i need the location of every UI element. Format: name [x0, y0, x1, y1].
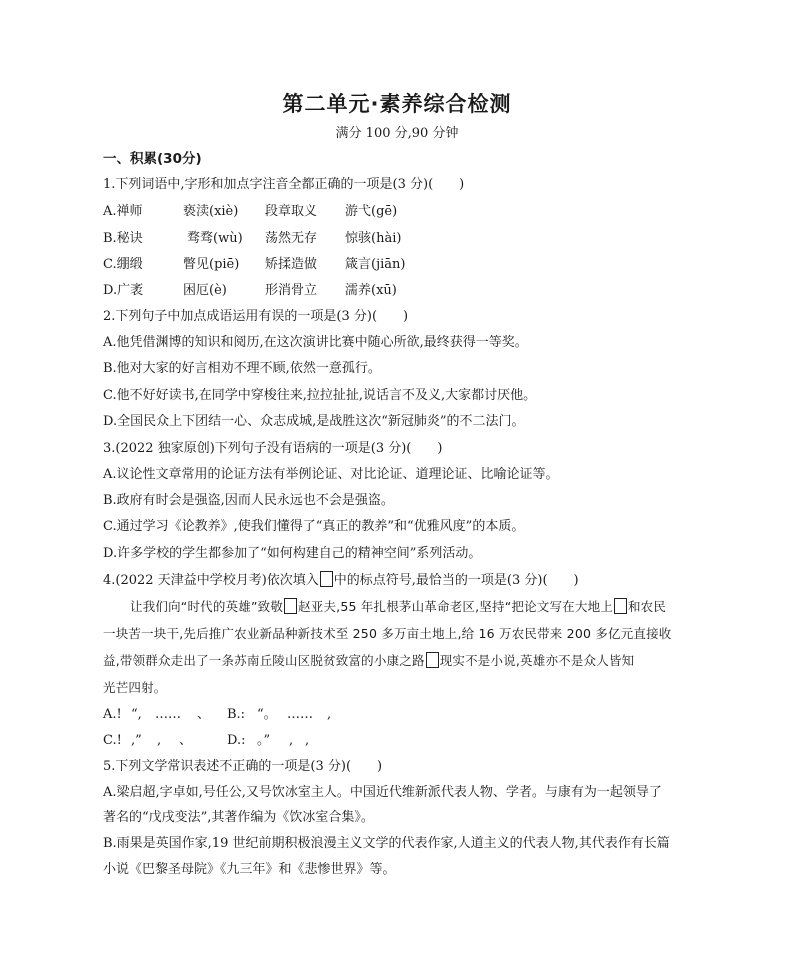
question-2-option-c: C.他不好好读书,在同学中穿梭往来,拉拉扯扯,说话言不及义,大家都讨厌他。 — [103, 388, 537, 403]
option-label: D.: — [227, 733, 246, 748]
option-word: 困厄(è) — [183, 283, 227, 298]
question-4-stem — [103, 571, 579, 590]
option-word: 段章取义 — [265, 204, 318, 219]
option-word: C.绷缎 — [103, 257, 143, 272]
option-label: A.! — [103, 707, 122, 722]
passage-line-2: 一块苦一块干,先后推广农业新品种新技术至 250 多万亩土地上,给 16 万农民带来 200 多亿元直接收 — [103, 626, 672, 641]
passage-line-4: 光芒四射。 — [103, 680, 167, 695]
option-mark: …… — [155, 707, 181, 722]
option-mark: “。 — [257, 707, 277, 722]
option-word: 矫揉造做 — [265, 257, 318, 272]
passage-line-3 — [103, 652, 634, 670]
question-2-option-b: B.他对大家的好言相劝不理不顾,依然一意孤行。 — [103, 361, 381, 376]
question-3-stem: 3.(2022 独家原创)下列句子没有语病的一项是(3 分)( ) — [103, 441, 443, 456]
page-title: 第二单元·素养综合检测 — [282, 92, 512, 116]
option-label: C.! — [103, 733, 122, 748]
option-mark: , — [327, 707, 332, 722]
question-5-option-b-line-1: B.雨果是英国作家,19 世纪前期积极浪漫主义文学的代表作家,人道主义的代表人物,其代表作有长篇 — [103, 836, 670, 851]
option-word: 亵渎(xiè) — [183, 204, 239, 219]
question-5-option-a-line-1: A.梁启超,字卓如,号任公,又号饮冰室主人。中国近代维新派代表人物、学者。与康有为一起领导了 — [103, 785, 662, 800]
option-word: D.广袤 — [103, 283, 144, 298]
passage-text: 和农民 — [627, 599, 667, 614]
question-4-stem-start: 4.(2022 天津益中学校月考)依次填入 — [103, 573, 319, 588]
question-3-option-d: D.许多学校的学生都参加了“如何构建自己的精神空间”系列活动。 — [103, 546, 482, 561]
question-1-option-d — [103, 282, 397, 300]
passage-text: 赵亚夫,55 年扎根茅山革命老区,坚持“把论文写在大地上 — [298, 599, 613, 614]
question-1-stem: 1.下列词语中,字形和加点字注音全都正确的一项是(3 分)( ) — [103, 177, 465, 192]
blank-box — [320, 571, 333, 587]
option-mark: , — [157, 733, 162, 748]
option-word: 形消骨立 — [265, 283, 318, 298]
blank-box — [284, 598, 297, 614]
passage-line-1 — [130, 598, 666, 616]
option-mark: , — [289, 733, 294, 748]
question-5-option-a-line-2: 著名的“戊戌变法”,其著作编为《饮冰室合集》。 — [103, 810, 374, 825]
question-5-option-b-line-2: 小说《巴黎圣母院》《九三年》和《悲惨世界》等。 — [103, 862, 396, 877]
option-word: 瞥见(piē) — [183, 257, 240, 272]
option-word: 濡养(xū) — [345, 283, 397, 298]
option-word: 游弋(gē) — [345, 204, 398, 219]
option-mark: , — [305, 733, 310, 748]
page-subtitle: 满分 100 分,90 分钟 — [335, 126, 459, 141]
passage-text: 现实不是小说,英雄亦不是众人皆知 — [439, 653, 635, 668]
question-2-option-a: A.他凭借渊博的知识和阅历,在这次演讲比赛中随心所欲,最终获得一等奖。 — [103, 335, 528, 350]
passage-text: 益,带领群众走出了一条苏南丘陵山区脱贫致富的小康之路 — [103, 653, 425, 668]
question-1-option-c — [103, 256, 405, 274]
option-mark: ,” — [131, 733, 142, 748]
option-mark: 、 — [179, 733, 193, 748]
option-word: 箴言(jiān) — [345, 257, 406, 272]
option-label: B.: — [227, 707, 246, 722]
option-word: B.秘诀 — [103, 231, 143, 246]
question-1-option-a — [103, 203, 397, 221]
question-3-option-c: C.通过学习《论教养》,使我们懂得了“真正的教养”和“优雅风度”的本质。 — [103, 519, 525, 534]
question-1-option-b — [103, 230, 401, 248]
option-mark: 、 — [197, 707, 211, 722]
question-3-option-b: B.政府有时会是强盗,因而人民永远也不会是强盗。 — [103, 493, 394, 508]
option-mark: “, — [131, 707, 142, 722]
question-4-options-cd — [103, 732, 309, 750]
option-word: A.禅师 — [103, 204, 143, 219]
question-4-stem-end: 中的标点符号,最恰当的一项是(3 分)( ) — [333, 573, 579, 588]
passage-text: 让我们向“时代的英雄”致敬 — [130, 599, 284, 614]
question-2-option-d: D.全国民众上下团结一心、众志成城,是战胜这次“新冠肺炎”的不二法门。 — [103, 414, 525, 429]
question-2-stem: 2.下列句子中加点成语运用有误的一项是(3 分)( ) — [103, 309, 409, 324]
blank-box — [614, 598, 627, 614]
blank-box — [426, 652, 439, 668]
question-4-options-ab — [103, 706, 331, 724]
option-word: 惊骇(hài) — [345, 231, 402, 246]
option-mark: …… — [287, 707, 313, 722]
question-3-option-a: A.议论性文章常用的论证方法有举例论证、对比论证、道理论证、比喻论证等。 — [103, 467, 559, 482]
question-5-stem: 5.下列文学常识表述不正确的一项是(3 分)( ) — [103, 759, 383, 774]
section-heading: 一、积累(30分) — [103, 151, 202, 167]
option-word: 骛骛(wù) — [187, 231, 243, 246]
option-word: 荡然无存 — [265, 231, 318, 246]
option-mark: 。” — [257, 733, 271, 748]
